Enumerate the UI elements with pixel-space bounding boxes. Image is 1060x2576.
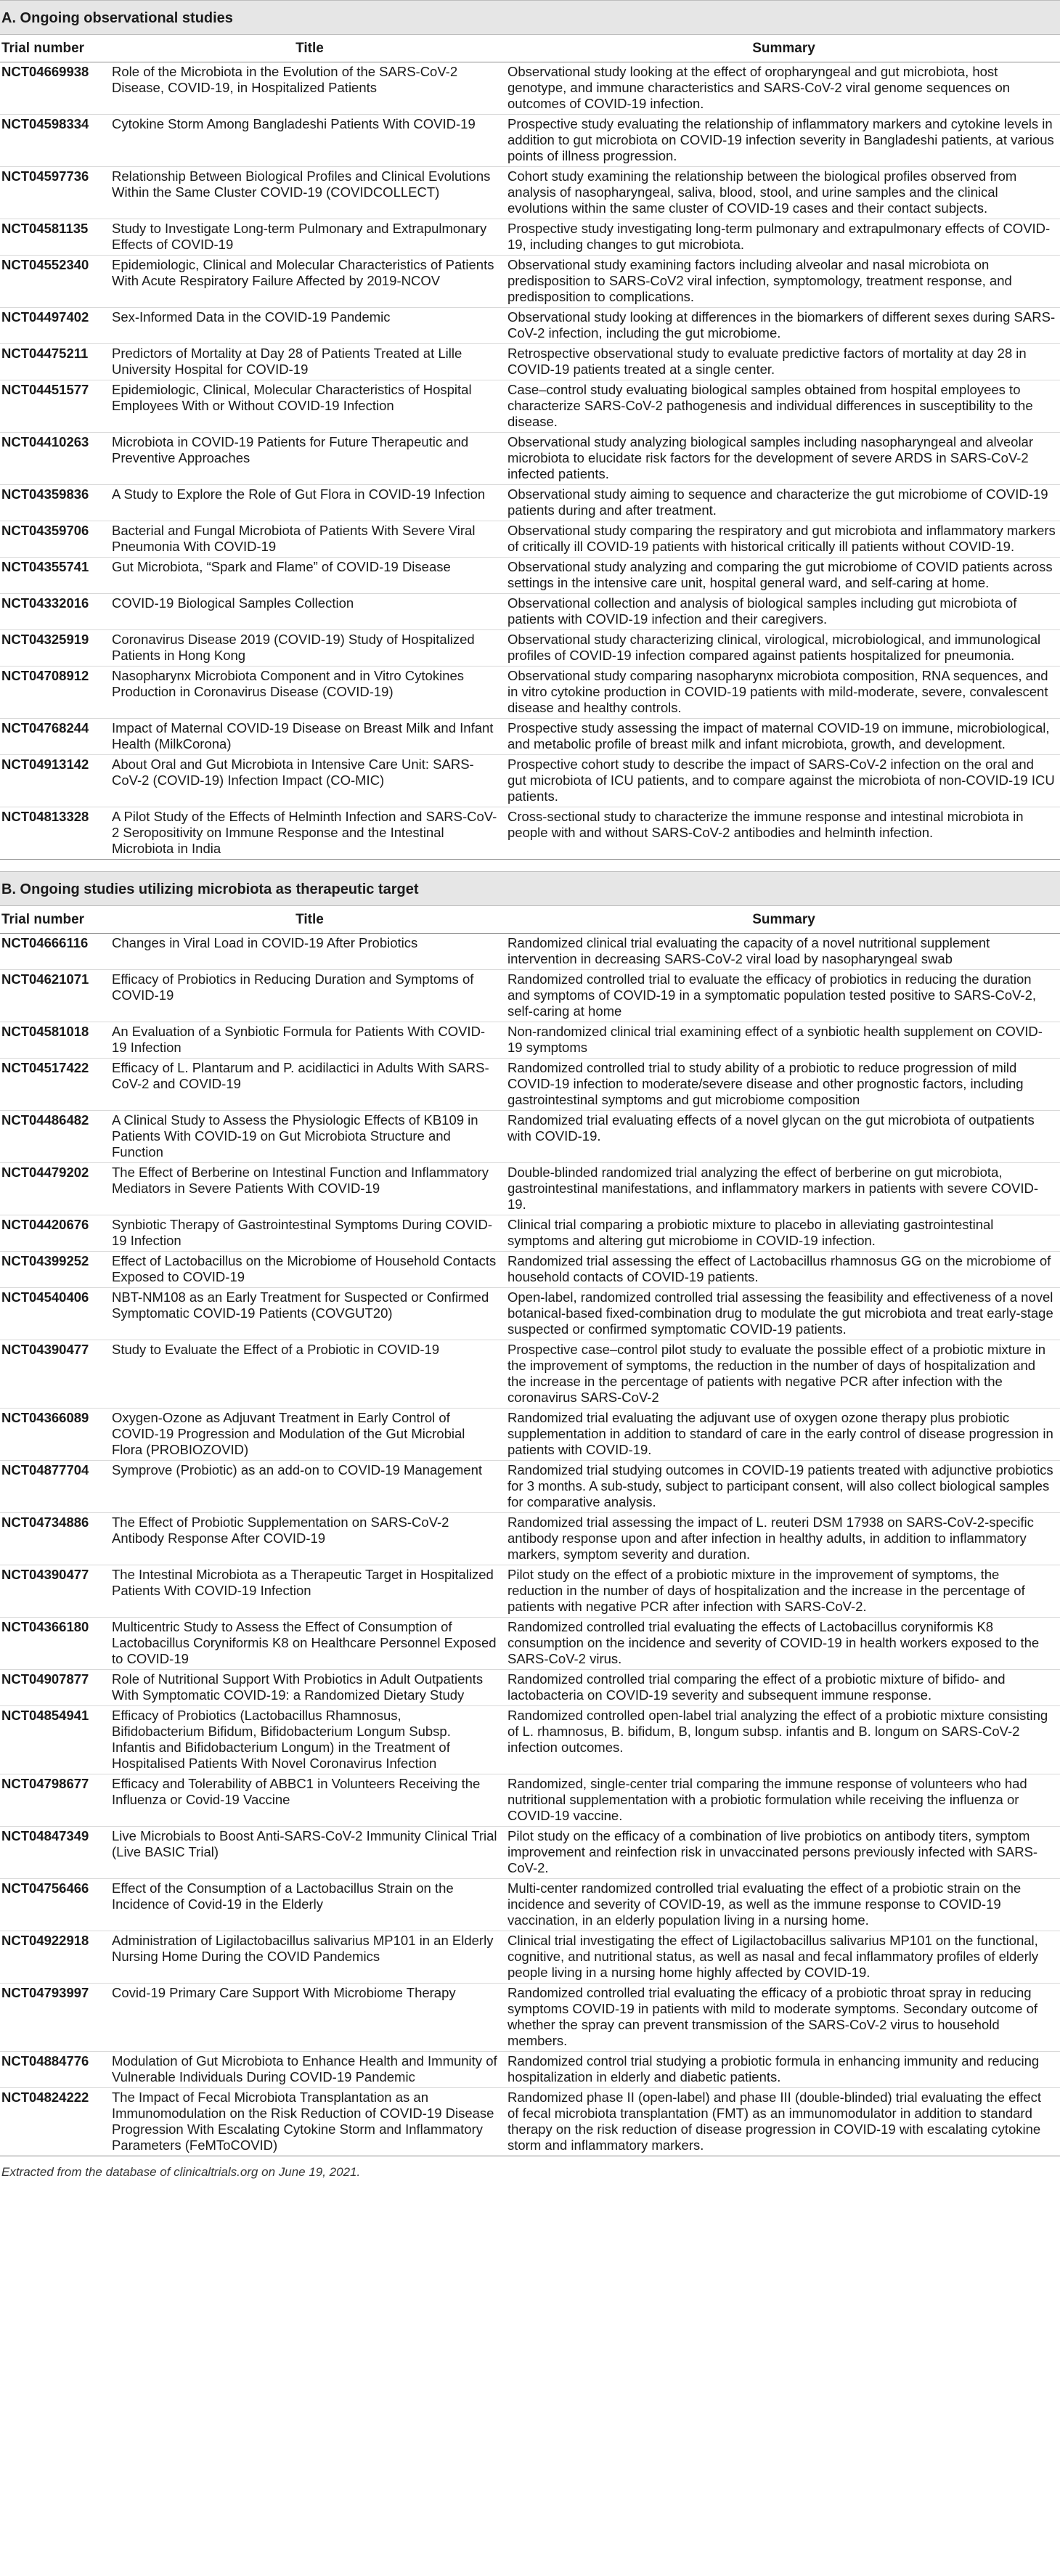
summary-cell: Prospective study evaluating the relationship of inflammatory markers and cytokine levels in addition to gut microbiota on COVID-19 infection severity in Bangladeshi patients, at various points of illness progression. xyxy=(507,115,1060,167)
summary-cell: Prospective study investigating long-term pulmonary and extrapulmonary effects of COVID-19, including changes to gut microbiota. xyxy=(507,219,1060,256)
section-a-rows xyxy=(0,62,1060,860)
trial-number-cell: NCT04847349 xyxy=(0,1827,112,1879)
trial-number-cell: NCT04884776 xyxy=(0,2052,112,2088)
trial-number-cell: NCT04854941 xyxy=(0,1706,112,1774)
title-cell: Cytokine Storm Among Bangladeshi Patients With COVID-19 xyxy=(112,115,507,167)
table-row xyxy=(0,256,1060,308)
trial-number-cell: NCT04793997 xyxy=(0,1984,112,2052)
title-cell: Efficacy of Probiotics in Reducing Duration and Symptoms of COVID-19 xyxy=(112,970,507,1022)
table-row xyxy=(0,1931,1060,1984)
section-a-table xyxy=(0,35,1060,860)
title-cell: Changes in Viral Load in COVID-19 After Probiotics xyxy=(112,934,507,970)
table-row xyxy=(0,1215,1060,1252)
title-cell: Predictors of Mortality at Day 28 of Patients Treated at Lille University Hospital for COVID-19 xyxy=(112,344,507,380)
table-row xyxy=(0,1288,1060,1340)
section-a-title: A. Ongoing observational studies xyxy=(0,0,1060,35)
title-cell: Efficacy and Tolerability of ABBC1 in Volunteers Receiving the Influenza or Covid-19 Vaccine xyxy=(112,1774,507,1827)
trial-number-cell: NCT04451577 xyxy=(0,380,112,433)
title-cell: Covid-19 Primary Care Support With Microbiome Therapy xyxy=(112,1984,507,2052)
summary-cell: Pilot study on the efficacy of a combination of live probiotics on antibody titers, symptom improvement and reinfection risk in unvaccinated persons previously infected with SARS-CoV-2. xyxy=(507,1827,1060,1879)
summary-cell: Multi-center randomized controlled trial evaluating the effect of a probiotic strain on the incidence and severity of COVID-19, as well as the immune response to COVID-19 vaccination, in an elderly population living in a nursing home. xyxy=(507,1879,1060,1931)
section-b-table xyxy=(0,906,1060,2156)
table-row xyxy=(0,1059,1060,1111)
title-cell: Sex-Informed Data in the COVID-19 Pandemic xyxy=(112,308,507,344)
table-row xyxy=(0,1340,1060,1409)
summary-cell: Non-randomized clinical trial examining effect of a synbiotic health supplement on COVID-19 symptoms xyxy=(507,1022,1060,1059)
table-header-row xyxy=(0,35,1060,62)
table-header-row xyxy=(0,906,1060,934)
header-summary: Summary xyxy=(507,906,1060,934)
trial-number-cell: NCT04497402 xyxy=(0,308,112,344)
summary-cell: Clinical trial investigating the effect of Ligilactobacillus salivarius MP101 on the functional, cognitive, and nutritional status, as well as nasal and fecal inflammatory profiles of elderly people living in a nursing home highly affected by COVID-19. xyxy=(507,1931,1060,1984)
table-row xyxy=(0,1163,1060,1215)
summary-cell: Prospective study assessing the impact of maternal COVID-19 on immune, microbiological, and metabolic profile of breast milk and infant microbiota, growth, and development. xyxy=(507,719,1060,755)
trial-number-cell: NCT04359836 xyxy=(0,485,112,521)
table-row xyxy=(0,344,1060,380)
title-cell: NBT-NM108 as an Early Treatment for Suspected or Confirmed Symptomatic COVID-19 Patients (COVGUT20) xyxy=(112,1288,507,1340)
table-row xyxy=(0,807,1060,860)
table-row xyxy=(0,2052,1060,2088)
summary-cell: Observational collection and analysis of biological samples including gut microbiota of patients with COVID-19 infection and their caregivers. xyxy=(507,594,1060,630)
title-cell: Live Microbials to Boost Anti-SARS-CoV-2 Immunity Clinical Trial (Live BASIC Trial) xyxy=(112,1827,507,1879)
summary-cell: Observational study examining factors including alveolar and nasal microbiota on predisposition to SARS-CoV2 viral infection, symptomology, treatment response, and predisposition to complications. xyxy=(507,256,1060,308)
header-summary: Summary xyxy=(507,35,1060,62)
summary-cell: Prospective case–control pilot study to evaluate the possible effect of a probiotic mixture in the improvement of symptoms, the reduction in the number of days of hospitalization and the increase in the percentage of patients with negative PCR after infection with the coronavirus SARS-CoV-2 xyxy=(507,1340,1060,1409)
title-cell: Study to Evaluate the Effect of a Probiotic in COVID-19 xyxy=(112,1340,507,1409)
table-row xyxy=(0,1022,1060,1059)
table-row xyxy=(0,433,1060,485)
trial-number-cell: NCT04756466 xyxy=(0,1879,112,1931)
trial-number-cell: NCT04907877 xyxy=(0,1670,112,1706)
title-cell: Efficacy of Probiotics (Lactobacillus Rhamnosus, Bifidobacterium Bifidum, Bifidobacterium Longum Subsp. Infantis and Bifidobacterium Longum) in the Treatment of Hospitalised Patients With Novel Coronavirus Infection xyxy=(112,1706,507,1774)
trial-number-cell: NCT04552340 xyxy=(0,256,112,308)
table-row xyxy=(0,1879,1060,1931)
table-row xyxy=(0,558,1060,594)
trial-number-cell: NCT04540406 xyxy=(0,1288,112,1340)
table-row xyxy=(0,1252,1060,1288)
summary-cell: Randomized phase II (open-label) and phase III (double-blinded) trial evaluating the effect of fecal microbiota transplantation (FMT) as an immunomodulator in addition to standard therapy on the risk reduction of disease progression in COVID-19 with escalating cytokine storm and inflammatory markers. xyxy=(507,2088,1060,2156)
trial-number-cell: NCT04913142 xyxy=(0,755,112,807)
summary-cell: Randomized clinical trial evaluating the capacity of a novel nutritional supplement intervention in decreasing SARS-CoV-2 viral load by nasopharyngeal swab xyxy=(507,934,1060,970)
trial-number-cell: NCT04598334 xyxy=(0,115,112,167)
trial-number-cell: NCT04768244 xyxy=(0,719,112,755)
table-row xyxy=(0,521,1060,558)
title-cell: The Effect of Berberine on Intestinal Function and Inflammatory Mediators in Severe Patients With COVID-19 xyxy=(112,1163,507,1215)
summary-cell: Retrospective observational study to evaluate predictive factors of mortality at day 28 in COVID-19 patients treated at a single center. xyxy=(507,344,1060,380)
title-cell: A Clinical Study to Assess the Physiologic Effects of KB109 in Patients With COVID-19 on Gut Microbiota Structure and Function xyxy=(112,1111,507,1163)
summary-cell: Randomized controlled trial evaluating the effects of Lactobacillus coryniformis K8 consumption on the incidence and severity of COVID-19 in health workers exposed to the SARS-CoV-2 virus. xyxy=(507,1618,1060,1670)
trial-number-cell: NCT04581135 xyxy=(0,219,112,256)
summary-cell: Randomized controlled trial evaluating the efficacy of a probiotic throat spray in reducing symptoms COVID-19 in patients with mild to moderate symptoms. Secondary outcome of whether the spray can prevent transmission of the SARS-CoV-2 virus to household members. xyxy=(507,1984,1060,2052)
table-row xyxy=(0,308,1060,344)
table-row xyxy=(0,1409,1060,1461)
trial-number-cell: NCT04824222 xyxy=(0,2088,112,2156)
title-cell: Symprove (Probiotic) as an add-on to COVID-19 Management xyxy=(112,1461,507,1513)
title-cell: Relationship Between Biological Profiles and Clinical Evolutions Within the Same Cluster COVID-19 (COVIDCOLLECT) xyxy=(112,167,507,219)
summary-cell: Case–control study evaluating biological samples obtained from hospital employees to characterize SARS-CoV-2 pathogenesis and individual differences in susceptibility to the disease. xyxy=(507,380,1060,433)
summary-cell: Observational study aiming to sequence and characterize the gut microbiome of COVID-19 patients during and after treatment. xyxy=(507,485,1060,521)
table-row xyxy=(0,1774,1060,1827)
table-row xyxy=(0,1984,1060,2052)
summary-cell: Randomized trial assessing the impact of L. reuteri DSM 17938 on SARS-CoV-2-specific antibody response upon and after infection in healthy adults, in addition to inflammatory markers, symptom severity and duration. xyxy=(507,1513,1060,1565)
title-cell: Study to Investigate Long-term Pulmonary and Extrapulmonary Effects of COVID-19 xyxy=(112,219,507,256)
title-cell: The Effect of Probiotic Supplementation on SARS-CoV-2 Antibody Response After COVID-19 xyxy=(112,1513,507,1565)
table-row xyxy=(0,219,1060,256)
summary-cell: Observational study looking at differences in the biomarkers of different sexes during SARS-CoV-2 infection, including the gut microbiome. xyxy=(507,308,1060,344)
table-row xyxy=(0,115,1060,167)
table-row xyxy=(0,630,1060,667)
table-row xyxy=(0,1827,1060,1879)
title-cell: Synbiotic Therapy of Gastrointestinal Symptoms During COVID-19 Infection xyxy=(112,1215,507,1252)
summary-cell: Randomized trial assessing the effect of Lactobacillus rhamnosus GG on the microbiome of household contacts of COVID-19 patients. xyxy=(507,1252,1060,1288)
summary-cell: Clinical trial comparing a probiotic mixture to placebo in alleviating gastrointestinal symptoms and altering gut microbiome in COVID-19 infection. xyxy=(507,1215,1060,1252)
table-row xyxy=(0,755,1060,807)
section-b-title: B. Ongoing studies utilizing microbiota as therapeutic target xyxy=(0,871,1060,906)
trial-number-cell: NCT04877704 xyxy=(0,1461,112,1513)
table-row xyxy=(0,1618,1060,1670)
title-cell: Administration of Ligilactobacillus salivarius MP101 in an Elderly Nursing Home During the COVID Pandemics xyxy=(112,1931,507,1984)
title-cell: Microbiota in COVID-19 Patients for Future Therapeutic and Preventive Approaches xyxy=(112,433,507,485)
title-cell: Nasopharynx Microbiota Component and in Vitro Cytokines Production in Coronavirus Disease (COVID-19) xyxy=(112,667,507,719)
trial-number-cell: NCT04479202 xyxy=(0,1163,112,1215)
summary-cell: Randomized trial evaluating effects of a novel glycan on the gut microbiota of outpatients with COVID-19. xyxy=(507,1111,1060,1163)
summary-cell: Randomized controlled open-label trial analyzing the effect of a probiotic mixture consisting of L. rhamnosus, B. bifidum, B, longum subsp. infantis and B. longum on SARS-CoV-2 infection outcomes. xyxy=(507,1706,1060,1774)
summary-cell: Observational study analyzing and comparing the gut microbiome of COVID patients across settings in the intensive care unit, hospital general ward, and self-caring at home. xyxy=(507,558,1060,594)
trial-number-cell: NCT04922918 xyxy=(0,1931,112,1984)
summary-cell: Randomized, single-center trial comparing the immune response of volunteers who had nutritional supplementation with a probiotic formulation while receiving the influenza or COVID-19 vaccine. xyxy=(507,1774,1060,1827)
table-row xyxy=(0,970,1060,1022)
title-cell: Epidemiologic, Clinical and Molecular Characteristics of Patients With Acute Respiratory Failure Affected by 2019-NCOV xyxy=(112,256,507,308)
trial-number-cell: NCT04325919 xyxy=(0,630,112,667)
summary-cell: Observational study looking at the effect of oropharyngeal and gut microbiota, host genotype, and immune characteristics and SARS-CoV-2 viral genome sequences on outcomes of COVID-19 infection. xyxy=(507,62,1060,115)
header-title: Title xyxy=(112,906,507,934)
table-row xyxy=(0,62,1060,115)
title-cell: A Study to Explore the Role of Gut Flora in COVID-19 Infection xyxy=(112,485,507,521)
title-cell: COVID-19 Biological Samples Collection xyxy=(112,594,507,630)
summary-cell: Observational study comparing nasopharynx microbiota composition, RNA sequences, and in vitro cytokine production in COVID-19 patients with mild-moderate, severe, convalescent disease and healthy controls. xyxy=(507,667,1060,719)
trial-number-cell: NCT04813328 xyxy=(0,807,112,860)
trial-number-cell: NCT04399252 xyxy=(0,1252,112,1288)
summary-cell: Randomized controlled trial to evaluate the efficacy of probiotics in reducing the duration and symptoms of COVID-19 in a symptomatic population tested positive to SARS-CoV-2, self-caring at home xyxy=(507,970,1060,1022)
summary-cell: Randomized controlled trial to study ability of a probiotic to reduce progression of mild COVID-19 infection to moderate/severe disease and other prognostic factors, including gastrointestinal symptoms and gut microbiome composition xyxy=(507,1059,1060,1111)
section-a xyxy=(0,0,1060,860)
summary-cell: Open-label, randomized controlled trial assessing the feasibility and effectiveness of a novel botanical-based fixed-combination drug to modulate the gut microbiota and treat early-stage suspected or confirmed symptomatic COVID-19 patients. xyxy=(507,1288,1060,1340)
table-row xyxy=(0,485,1060,521)
trial-number-cell: NCT04666116 xyxy=(0,934,112,970)
summary-cell: Observational study analyzing biological samples including nasopharyngeal and alveolar microbiota to elucidate risk factors for the development of severe ARDS in SARS-CoV-2 infected patients. xyxy=(507,433,1060,485)
trial-number-cell: NCT04355741 xyxy=(0,558,112,594)
section-b-rows xyxy=(0,934,1060,2156)
title-cell: Effect of the Consumption of a Lactobacillus Strain on the Incidence of Covid-19 in the Elderly xyxy=(112,1879,507,1931)
summary-cell: Observational study characterizing clinical, virological, microbiological, and immunological profiles of COVID-19 infection compared against patients hospitalized for pneumonia. xyxy=(507,630,1060,667)
title-cell: Multicentric Study to Assess the Effect of Consumption of Lactobacillus Coryniformis K8 on Healthcare Personnel Exposed to COVID-19 xyxy=(112,1618,507,1670)
title-cell: The Intestinal Microbiota as a Therapeutic Target in Hospitalized Patients With COVID-19 Infection xyxy=(112,1565,507,1618)
table-row xyxy=(0,1670,1060,1706)
summary-cell: Cross-sectional study to characterize the immune response and intestinal microbiota in people with and without SARS-CoV-2 antibodies and helminth infection. xyxy=(507,807,1060,860)
table-row xyxy=(0,667,1060,719)
title-cell: The Impact of Fecal Microbiota Transplantation as an Immunomodulation on the Risk Reduction of COVID-19 Disease Progression With Escalating Cytokine Storm and Inflammatory Parameters (FeMToCOVID) xyxy=(112,2088,507,2156)
trial-number-cell: NCT04581018 xyxy=(0,1022,112,1059)
trial-number-cell: NCT04410263 xyxy=(0,433,112,485)
title-cell: About Oral and Gut Microbiota in Intensive Care Unit: SARS-CoV-2 (COVID-19) Infection Impact (CO-MIC) xyxy=(112,755,507,807)
trial-number-cell: NCT04390477 xyxy=(0,1340,112,1409)
trial-number-cell: NCT04517422 xyxy=(0,1059,112,1111)
title-cell: Effect of Lactobacillus on the Microbiome of Household Contacts Exposed to COVID-19 xyxy=(112,1252,507,1288)
table-row xyxy=(0,934,1060,970)
summary-cell: Randomized controlled trial comparing the effect of a probiotic mixture of bifido- and lactobacteria on COVID-19 severity and subsequent immune response. xyxy=(507,1670,1060,1706)
trial-number-cell: NCT04734886 xyxy=(0,1513,112,1565)
title-cell: An Evaluation of a Synbiotic Formula for Patients With COVID-19 Infection xyxy=(112,1022,507,1059)
title-cell: Role of Nutritional Support With Probiotics in Adult Outpatients With Symptomatic COVID-19: a Randomized Dietary Study xyxy=(112,1670,507,1706)
trial-number-cell: NCT04366089 xyxy=(0,1409,112,1461)
trial-number-cell: NCT04359706 xyxy=(0,521,112,558)
summary-cell: Prospective cohort study to describe the impact of SARS-CoV-2 infection on the oral and gut microbiota of ICU patients, and to compare against the microbiota of non-COVID-19 ICU patients. xyxy=(507,755,1060,807)
title-cell: Epidemiologic, Clinical, Molecular Characteristics of Hospital Employees With or Without COVID-19 Infection xyxy=(112,380,507,433)
title-cell: Role of the Microbiota in the Evolution of the SARS-CoV-2 Disease, COVID-19, in Hospitalized Patients xyxy=(112,62,507,115)
header-trial-number: Trial number xyxy=(0,906,112,934)
table-row xyxy=(0,594,1060,630)
summary-cell: Pilot study on the effect of a probiotic mixture in the improvement of symptoms, the reduction in the number of days of hospitalization and the increase in the percentage of patients with negative PCR after infection with SARS-CoV-2. xyxy=(507,1565,1060,1618)
trial-number-cell: NCT04332016 xyxy=(0,594,112,630)
title-cell: Modulation of Gut Microbiota to Enhance Health and Immunity of Vulnerable Individuals During COVID-19 Pandemic xyxy=(112,2052,507,2088)
trial-number-cell: NCT04669938 xyxy=(0,62,112,115)
table-row xyxy=(0,380,1060,433)
table-footnote: Extracted from the database of clinicaltrials.org on June 19, 2021. xyxy=(1,2165,361,2179)
header-title: Title xyxy=(112,35,507,62)
title-cell: Oxygen-Ozone as Adjuvant Treatment in Early Control of COVID-19 Progression and Modulation of the Gut Microbial Flora (PROBIOZOVID) xyxy=(112,1409,507,1461)
trial-number-cell: NCT04597736 xyxy=(0,167,112,219)
table-row xyxy=(0,1111,1060,1163)
table-row xyxy=(0,1461,1060,1513)
trial-number-cell: NCT04798677 xyxy=(0,1774,112,1827)
trial-number-cell: NCT04366180 xyxy=(0,1618,112,1670)
trial-number-cell: NCT04420676 xyxy=(0,1215,112,1252)
title-cell: Impact of Maternal COVID-19 Disease on Breast Milk and Infant Health (MilkCorona) xyxy=(112,719,507,755)
table-row xyxy=(0,719,1060,755)
trial-number-cell: NCT04708912 xyxy=(0,667,112,719)
table-row xyxy=(0,1565,1060,1618)
summary-cell: Randomized control trial studying a probiotic formula in enhancing immunity and reducing hospitalization in elderly and diabetic patients. xyxy=(507,2052,1060,2088)
trial-number-cell: NCT04486482 xyxy=(0,1111,112,1163)
summary-cell: Randomized trial evaluating the adjuvant use of oxygen ozone therapy plus probiotic supplementation in addition to standard of care in the early control of disease progression in patients with COVID-19. xyxy=(507,1409,1060,1461)
table-row xyxy=(0,2088,1060,2156)
title-cell: Coronavirus Disease 2019 (COVID-19) Study of Hospitalized Patients in Hong Kong xyxy=(112,630,507,667)
title-cell: Bacterial and Fungal Microbiota of Patients With Severe Viral Pneumonia With COVID-19 xyxy=(112,521,507,558)
table-row xyxy=(0,1706,1060,1774)
summary-cell: Observational study comparing the respiratory and gut microbiota and inflammatory markers of critically ill COVID-19 patients with historical critically ill patients without COVID-19. xyxy=(507,521,1060,558)
title-cell: A Pilot Study of the Effects of Helminth Infection and SARS-CoV-2 Seropositivity on Immune Response and the Intestinal Microbiota in India xyxy=(112,807,507,860)
trial-number-cell: NCT04390477 xyxy=(0,1565,112,1618)
title-cell: Efficacy of L. Plantarum and P. acidilactici in Adults With SARS-CoV-2 and COVID-19 xyxy=(112,1059,507,1111)
summary-cell: Cohort study examining the relationship between the biological profiles observed from analysis of nasopharyngeal, saliva, blood, stool, and urine samples and the clinical evolutions within the same cluster of COVID-19 cases and their contact subjects. xyxy=(507,167,1060,219)
section-b xyxy=(0,871,1060,2156)
summary-cell: Randomized trial studying outcomes in COVID-19 patients treated with adjunctive probiotics for 3 months. A sub-study, subject to participant consent, will also collect biological samples for comparative analysis. xyxy=(507,1461,1060,1513)
summary-cell: Double-blinded randomized trial analyzing the effect of berberine on gut microbiota, gastrointestinal manifestations, and inflammatory markers in patients with severe COVID-19. xyxy=(507,1163,1060,1215)
table-row xyxy=(0,167,1060,219)
title-cell: Gut Microbiota, “Spark and Flame” of COVID-19 Disease xyxy=(112,558,507,594)
header-trial-number: Trial number xyxy=(0,35,112,62)
trial-number-cell: NCT04621071 xyxy=(0,970,112,1022)
table-row xyxy=(0,1513,1060,1565)
trial-number-cell: NCT04475211 xyxy=(0,344,112,380)
